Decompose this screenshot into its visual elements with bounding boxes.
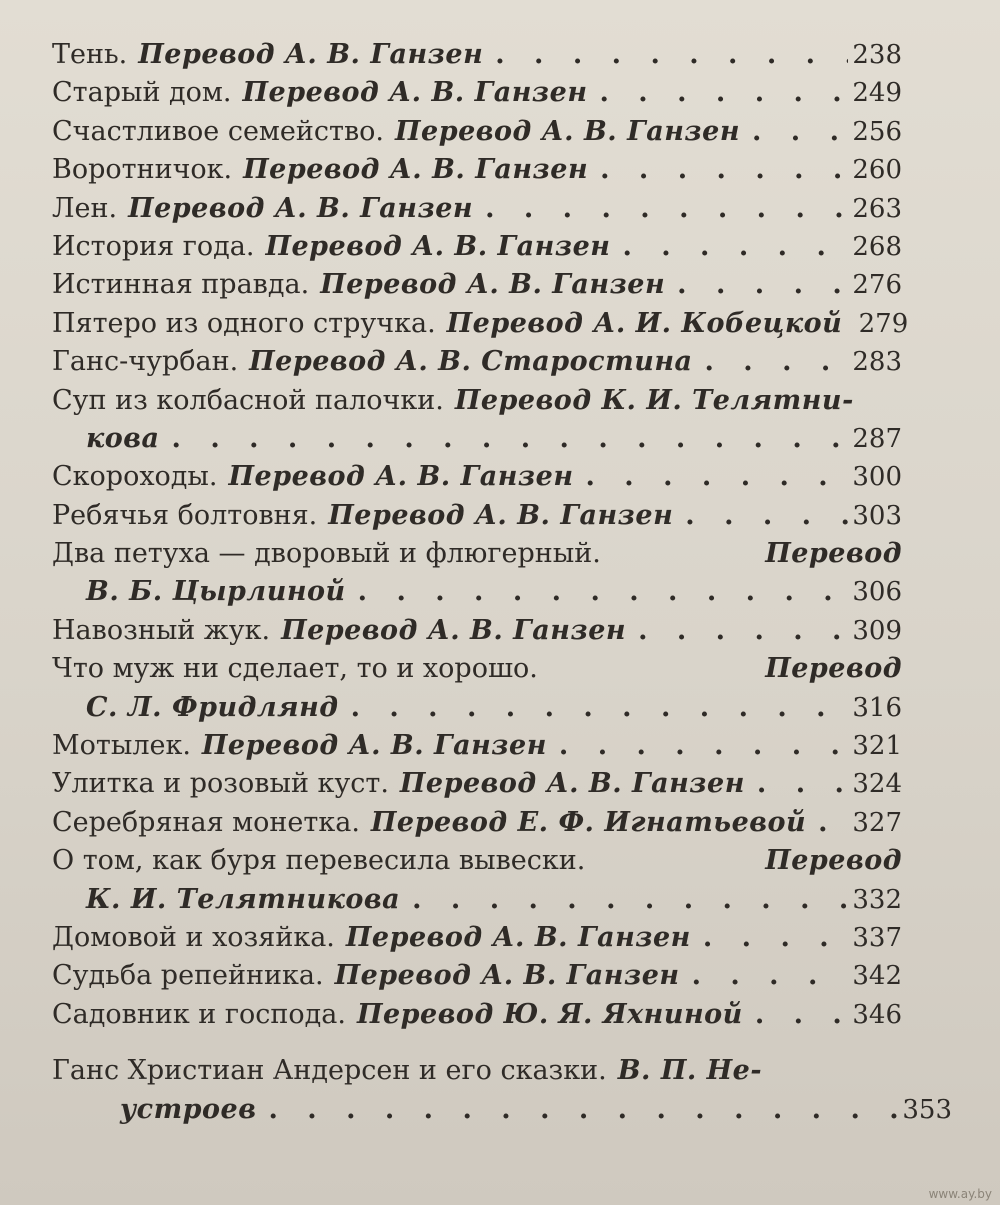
table-of-contents: [52, 36, 952, 1129]
entry-title: О том, как буря перевесила вывески.: [52, 845, 586, 877]
entry-title: Ганс Христиан Андерсен и его сказки.: [52, 1055, 607, 1087]
entry-translator: Перевод А. В. Ганзен: [395, 115, 740, 147]
entry-author: В. П. Не-: [617, 1055, 763, 1087]
entry-translator: Перевод А. В. Ганзен: [345, 921, 691, 953]
toc-entry: [52, 266, 902, 304]
leader-dots: [559, 727, 848, 765]
entry-translator: Перевод А. В. Ганзен: [399, 768, 745, 800]
entry-translator: Перевод А. В. Ганзен: [138, 39, 484, 70]
page-number: 327: [852, 807, 902, 838]
toc-entry: [52, 842, 902, 919]
toc-entry: [52, 151, 902, 189]
leader-dots: [495, 36, 848, 74]
page-number: 306: [852, 577, 902, 608]
toc-entry: [52, 535, 902, 612]
entry-title: Тень.: [52, 39, 128, 70]
leader-dots: [755, 996, 848, 1034]
entry-title: Судьба репейника.: [52, 960, 324, 992]
page-number: 353: [902, 1094, 952, 1125]
leader-dots: [685, 497, 848, 535]
leader-dots: [600, 151, 848, 189]
entry-translator: Перевод А. В. Ганзен: [243, 154, 589, 186]
toc-entry: [52, 305, 909, 343]
leader-dots: [818, 804, 848, 842]
entry-translator: Перевод А. В. Ганзен: [328, 499, 674, 531]
leader-dots: [172, 420, 848, 458]
page-number: 279: [858, 308, 909, 339]
entry-title: История года.: [52, 230, 255, 262]
toc-entry: [52, 612, 902, 650]
entry-title: Пятеро из одного стручка.: [52, 307, 436, 339]
entry-title: Истинная правда.: [52, 269, 310, 301]
leader-dots: [586, 458, 849, 496]
entry-translator: Перевод: [765, 845, 902, 877]
toc-entry: [52, 497, 902, 535]
leader-dots: [752, 113, 848, 151]
entry-translator-continuation: кова: [86, 422, 160, 454]
page-number: 300: [852, 462, 902, 493]
toc-entry: [52, 458, 902, 496]
leader-dots: [600, 74, 849, 112]
page-number: 256: [852, 116, 902, 147]
leader-dots: [268, 1091, 898, 1129]
entry-title: Воротничок.: [52, 154, 233, 186]
entry-translator: Перевод А. В. Старостина: [249, 346, 693, 378]
entry-title: Счастливое семейство.: [52, 115, 385, 147]
leader-dots: [757, 765, 848, 803]
entry-title: Садовник и господа.: [52, 998, 346, 1030]
toc-entry: [52, 382, 902, 459]
toc-entry: [52, 765, 902, 803]
entry-translator: Перевод А. В. Ганзен: [265, 230, 611, 262]
entry-title: Лен.: [52, 192, 118, 224]
page-number: 316: [852, 692, 902, 723]
page-number: 342: [852, 961, 902, 992]
entry-title: Улитка и розовый куст.: [52, 768, 389, 800]
page-number: 263: [852, 193, 902, 224]
toc-entry: [52, 650, 902, 727]
entry-translator: Перевод А. И. Кобецкой: [446, 307, 843, 339]
entry-title: Домовой и хозяйка.: [52, 921, 335, 953]
toc-entry: [52, 228, 902, 266]
entry-translator-continuation: С. Л. Фридлянд: [86, 691, 339, 723]
entry-translator: Перевод А. В. Ганзен: [242, 77, 588, 109]
toc-entry: [52, 190, 902, 228]
entry-title: Серебряная монетка.: [52, 806, 360, 838]
page-number: 303: [852, 500, 902, 531]
entry-translator: Перевод А. В. Ганзен: [320, 269, 666, 301]
toc-entry: [52, 996, 902, 1034]
toc-entry: [52, 804, 902, 842]
entry-translator: Перевод А. В. Ганзен: [281, 614, 627, 646]
leader-dots: [485, 190, 848, 228]
entry-translator-continuation: К. И. Телятникова: [86, 883, 401, 915]
toc-entry: [52, 36, 902, 74]
entry-title: Ганс-чурбан.: [52, 346, 239, 378]
entry-translator: Перевод Е. Ф. Игнатьевой: [370, 806, 807, 838]
entry-translator: Перевод: [765, 653, 902, 685]
entry-translator: Перевод Ю. Я. Яхниной: [356, 998, 743, 1030]
entry-title: Что муж ни сделает, то и хорошо.: [52, 653, 538, 685]
entry-translator: Перевод К. И. Телятни-: [454, 384, 854, 416]
leader-dots: [351, 689, 848, 727]
page-number: 324: [852, 769, 902, 800]
leader-dots: [677, 266, 848, 304]
entry-translator: Перевод А. В. Ганзен: [201, 730, 547, 762]
entry-title: Старый дом.: [52, 77, 232, 109]
entry-title: Два петуха — дворовый и флюгерный.: [52, 538, 601, 570]
leader-dots: [638, 612, 848, 650]
page-number: 309: [852, 615, 902, 646]
entry-title: Навозный жук.: [52, 614, 271, 646]
leader-dots: [703, 919, 848, 957]
leader-dots: [622, 228, 848, 266]
page-number: 287: [852, 423, 902, 454]
entry-title: Скороходы.: [52, 461, 218, 493]
entry-translator: Перевод А. В. Ганзен: [334, 960, 680, 992]
page-number: 346: [852, 999, 902, 1030]
page-number: 238: [852, 40, 902, 70]
leader-dots: [705, 343, 849, 381]
leader-dots: [358, 573, 848, 611]
leader-dots: [692, 957, 848, 995]
toc-entry: [52, 919, 902, 957]
entry-title: Суп из колбасной палочки.: [52, 384, 444, 416]
page-number: 268: [852, 231, 902, 262]
page-number: 260: [852, 155, 902, 186]
entry-title: Ребячья болтовня.: [52, 499, 318, 531]
toc-entry: [52, 727, 902, 765]
entry-translator: Перевод: [765, 538, 902, 570]
entry-translator-continuation: В. Б. Цырлиной: [86, 576, 346, 608]
page-number: 249: [852, 78, 902, 109]
page-number: 337: [852, 922, 902, 953]
toc-entry: [52, 957, 902, 995]
leader-dots: [412, 881, 848, 919]
toc-entry: [52, 74, 902, 112]
page-number: 276: [852, 270, 902, 301]
toc-entry: [52, 343, 902, 381]
entry-title: Мотылек.: [52, 730, 191, 762]
entry-translator: Перевод А. В. Ганзен: [228, 461, 574, 493]
toc-entry-afterword: [52, 1052, 952, 1129]
watermark: www.ay.by: [928, 1187, 992, 1201]
entry-translator: Перевод А. В. Ганзен: [128, 192, 474, 224]
toc-entry: [52, 113, 902, 151]
entry-author-continuation: устроев: [120, 1093, 257, 1125]
page-number: 283: [852, 347, 902, 378]
page-number: 321: [852, 731, 902, 762]
page-number: 332: [852, 884, 902, 915]
